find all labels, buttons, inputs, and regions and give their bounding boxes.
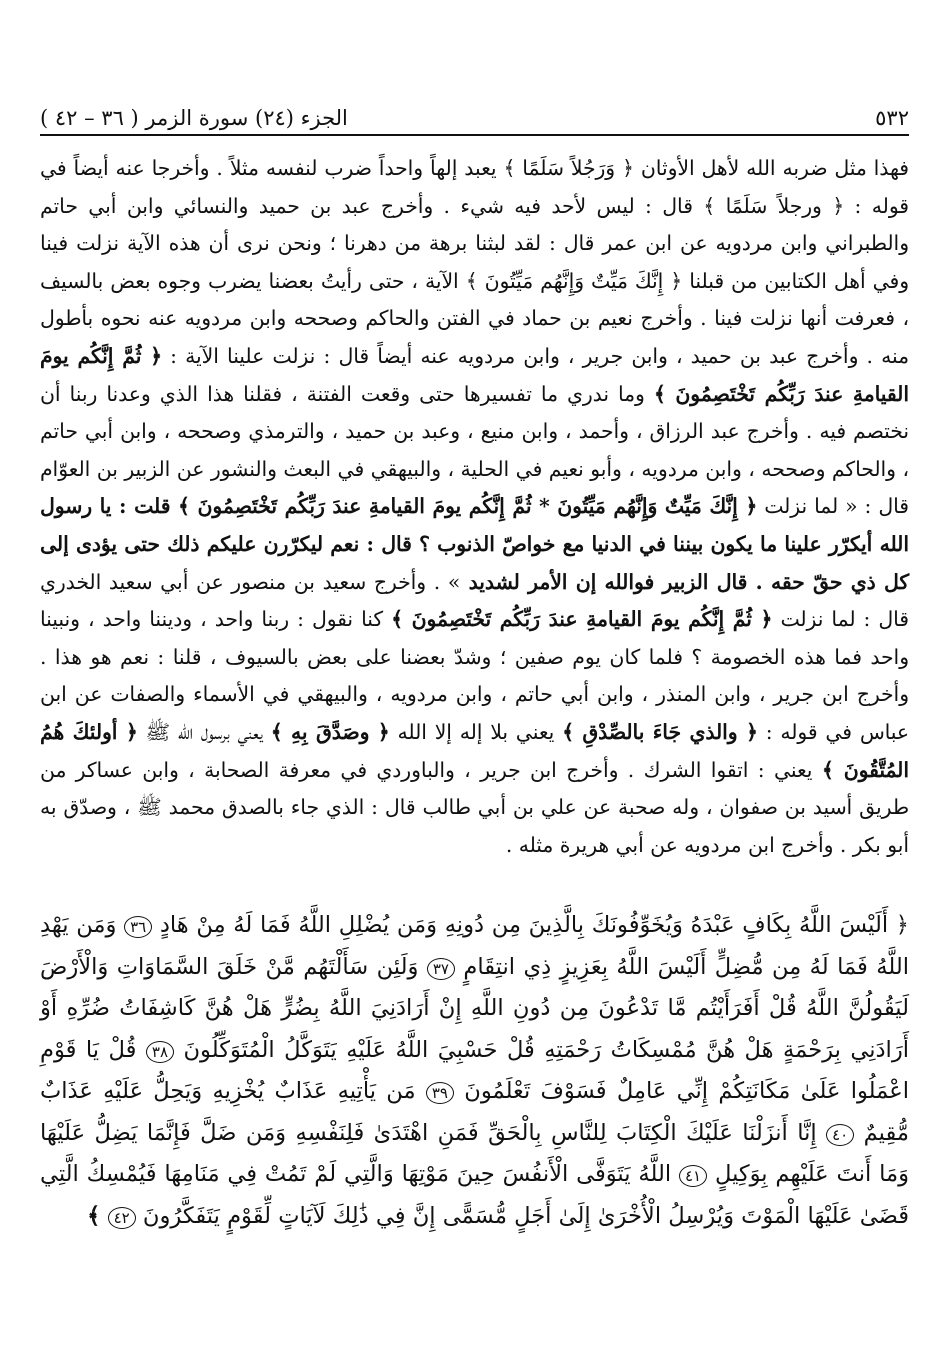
commentary-paragraph xyxy=(40,150,909,864)
page-number: ٥٣٢ xyxy=(875,106,909,130)
quoted-verse: ﴿ ثُمَّ إِنَّكُم يومَ القيامةِ عندَ رَبِّكُم تَخْتَصِمُونَ ﴾ xyxy=(40,343,909,406)
verse-36: ﴿ أَلَيْسَ اللَّهُ بِكَافٍ عَبْدَهُ وَيُخَوِّفُونَكَ بِالَّذِينَ مِن دُونِهِ وَمَن يُضْلِلِ اللَّهُ فَمَا لَهُ مِنْ هَادٍ xyxy=(159,912,909,938)
verses-paragraph xyxy=(40,905,909,1237)
commentary-text xyxy=(40,150,909,864)
verse-number-37: ٣٧ xyxy=(427,958,455,980)
commentary-text-1: فهذا مثل ضربه الله لأهل الأوثان ﴿ وَرَجُلاً سَلَمًا ﴾ يعبد إلهاً واحداً ضرب لنفسه مثلاً . وأخرجا عنه أيضاً في قوله : ﴿ ورجلاً سَلَمًا ﴾ قال : ليس لأحد فيه شيء . وأخرج عبد بن حميد والنسائي وابن أبي حاتم والطبراني وابن مردويه عن ابن عمر قال : لقد لبثنا برهة من دهرنا ؛ ونحن نرى أن هذه الآية نزلت فينا وفي أهل الكتابين من قبلنا ﴿ إِنَّكَ مَيِّتٌ وَإِنَّهُم مَيِّتُونَ ﴾ الآية ، حتى رأيتُ بعضنا يضرب وجوه بعض بالسيف ، فعرفت أنها نزلت فينا . وأخرج نعيم بن حماد في الفتن والحاكم وصححه وابن مردويه عنه نحوه بأطول منه . xyxy=(40,156,909,368)
verse-40: مَن يَأْتِيهِ عَذَابٌ يُخْزِيهِ وَيَحِلُّ عَلَيْهِ عَذَابٌ مُّقِيمٌ xyxy=(40,1078,910,1146)
commentary-text-5: كنا نقول : ربنا واحد ، وديننا واحد ، ونبينا واحد فما هذه الخصومة ؟ فلما كان يوم صفين ؛ وشدّ بعضنا على بعض بالسيوف ، قلنا : نعم هو هذا . وأخرج ابن جرير ، وابن المنذر ، وابن أبي حاتم ، وابن مردويه ، والبيهقي في الأسماء والصفات عن ابن عباس في قوله : xyxy=(40,607,909,744)
closing-ornament: ﴾ xyxy=(87,1202,101,1229)
verse-39: قُلْ يَا قَوْمِ اعْمَلُوا عَلَىٰ مَكَانَتِكُمْ إِنِّي عَامِلٌ فَسَوْفَ تَعْلَمُونَ xyxy=(40,1036,909,1104)
quran-verses-block xyxy=(40,905,909,1237)
commentary-text-4: » . وأخرج سعيد بن منصور عن أبي سعيد الخدري قال : لما نزلت xyxy=(40,569,909,632)
header-divider xyxy=(40,134,909,136)
verse-number-42: ٤٢ xyxy=(108,1207,136,1229)
verse-number-40: ٤٠ xyxy=(826,1124,854,1146)
commentary-text-2: وأخرج عبد بن حميد ، وابن جرير ، وابن مردويه عنه أيضاً قال : نزلت علينا الآية : xyxy=(162,343,859,368)
verse-number-39: ٣٩ xyxy=(426,1082,454,1104)
page-header xyxy=(40,92,909,130)
hadith-bold-text: قلت : يا رسول الله أيكرّر علينا ما يكون بيننا في الدنيا مع خواصّ الذنوب ؟ قال : نعم ليكرّرن عليكم ذلك حتى يؤدى إلى كل ذي حقّ حقه . قال الزبير فوالله إن الأمر لشديد xyxy=(40,494,909,594)
quoted-verse: ﴿ أولئكَ هُمُ المُتَّقُونَ ﴾ xyxy=(40,719,909,782)
verse-number-41: ٤١ xyxy=(679,1165,707,1187)
quoted-verse: ﴿ إِنَّكَ مَيِّتٌ وَإِنَّهُم مَيِّتُونَ * ثُمَّ إِنَّكُم يومَ القيامةِ عندَ رَبِّكُم تَخْتَصِمُونَ ﴾ xyxy=(178,494,758,519)
verse-38: وَلَئِن سَأَلْتَهُم مَّنْ خَلَقَ السَّمَاوَاتِ وَالْأَرْضَ لَيَقُولُنَّ اللَّهُ قُلْ أَفَرَأَيْتُم مَّا تَدْعُونَ مِن دُونِ اللَّهِ إِنْ أَرَادَنِيَ اللَّهُ بِضُرٍّ هَلْ هُنَّ كَاشِفَاتُ ضُرِّهِ أَوْ أَرَادَنِي بِرَحْمَةٍ هَلْ هُنَّ مُمْسِكَاتُ رَحْمَتِهِ قُلْ حَسْبِيَ اللَّهُ عَلَيْهِ يَتَوَكَّلُ الْمُتَوَكِّلُونَ xyxy=(40,953,910,1063)
running-title: الجزء (٢٤) سورة الزمر ( ٣٦ – ٤٢ ) xyxy=(40,106,348,130)
quoted-verse: ﴿ ثُمَّ إِنَّكُم يومَ القيامةِ عندَ رَبِّكُم تَخْتَصِمُونَ ﴾ xyxy=(391,607,773,632)
commentary-text-8: يعني : اتقوا الشرك . وأخرج ابن جرير ، والباوردي في معرفة الصحابة ، وابن عساكر من طريق أسيد بن صفوان ، وله صحبة عن علي بن أبي طالب قال : الذي جاء بالصدق محمد ﷺ ، وصدّق به أبو بكر . وأخرج ابن مردويه عن أبي هريرة مثله . xyxy=(40,757,909,857)
commentary-text-7: يعني برسول الله ﷺ xyxy=(137,719,271,744)
verse-42: اللَّهُ يَتَوَفَّى الْأَنفُسَ حِينَ مَوْتِهَا وَالَّتِي لَمْ تَمُتْ فِي مَنَامِهَا فَيُمْسِكُ الَّتِي قَضَىٰ عَلَيْهَا الْمَوْتَ وَيُرْسِلُ الْأُخْرَىٰ إِلَىٰ أَجَلٍ مُّسَمًّى إِنَّ فِي ذَٰلِكَ لَآيَاتٍ لِّقَوْمٍ يَتَفَكَّرُونَ xyxy=(40,1161,909,1229)
commentary-text-6: يعني بلا إله إلا الله xyxy=(389,719,563,744)
verse-37: وَمَن يَهْدِ اللَّهُ فَمَا لَهُ مِن مُّضِلٍّ أَلَيْسَ اللَّهُ بِعَزِيزٍ ذِي انتِقَامٍ xyxy=(40,912,909,980)
verse-41: إِنَّا أَنزَلْنَا عَلَيْكَ الْكِتَابَ لِلنَّاسِ بِالْحَقِّ فَمَنِ اهْتَدَىٰ فَلِنَفْسِهِ وَمَن ضَلَّ فَإِنَّمَا يَضِلُّ عَلَيْهَا وَمَا أَنتَ عَلَيْهِم بِوَكِيلٍ xyxy=(40,1119,909,1187)
verse-number-36: ٣٦ xyxy=(124,916,152,938)
quoted-verse: ﴿ وصَدَّقَ بِهِ ﴾ xyxy=(270,719,390,744)
verse-number-38: ٣٨ xyxy=(146,1041,174,1063)
quoted-verse: ﴿ والذي جَاءَ بالصِّدْقِ ﴾ xyxy=(562,719,758,744)
commentary-text-3: وما ندري ما تفسيرها حتى وقعت الفتنة ، فقلنا هذا الذي وعدنا ربنا أن نختصم فيه . وأخرج عبد الرزاق ، وأحمد ، وابن منيع ، وعبد بن حميد ، والترمذي وصححه ، وابن أبي حاتم ، والحاكم وصححه ، وابن مردويه ، وأبو نعيم في الحلية ، والبيهقي في البعث والنشور عن الزبير بن العوّام قال : « لما نزلت xyxy=(40,381,909,519)
